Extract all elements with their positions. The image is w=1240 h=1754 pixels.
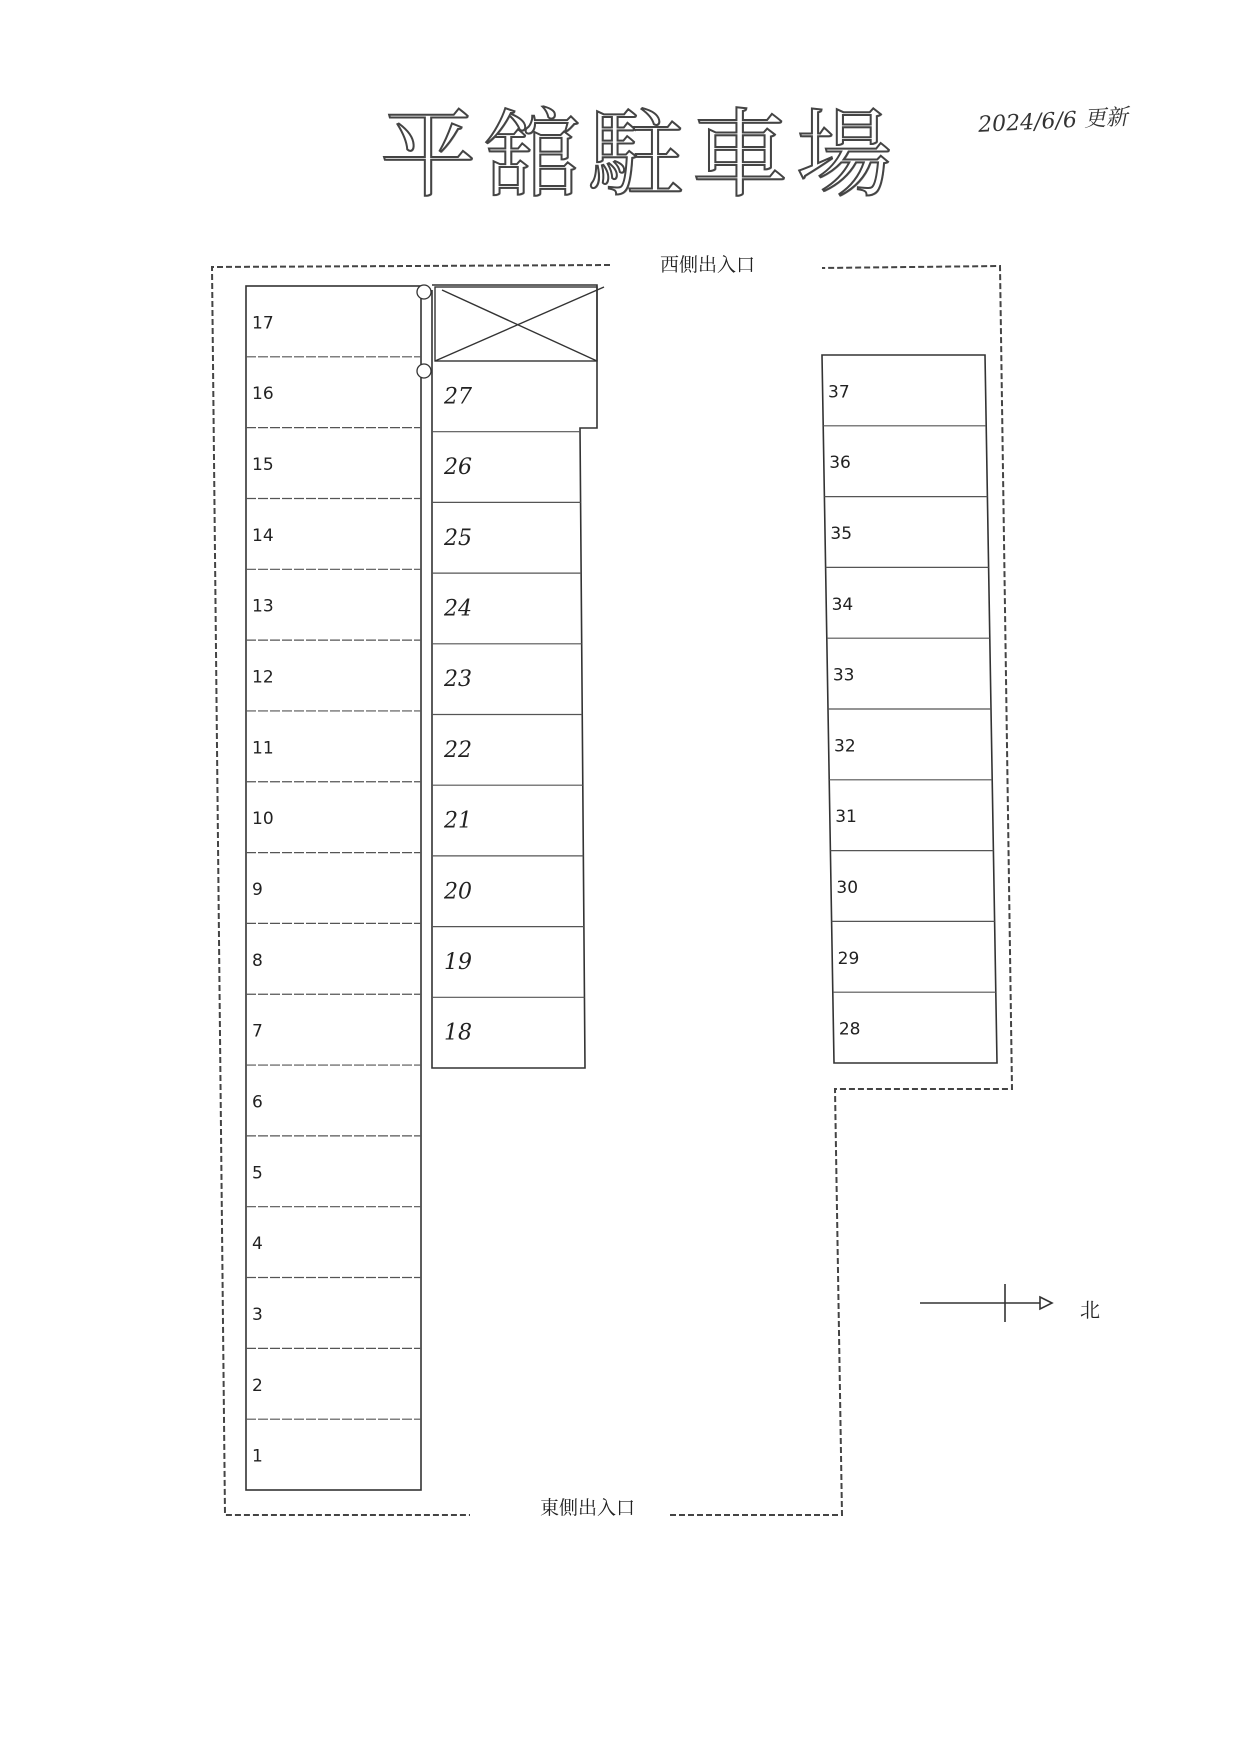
left-column-dividers bbox=[246, 357, 421, 1419]
lot-boundary bbox=[212, 265, 1012, 1515]
parking-space-34: 34 bbox=[831, 594, 854, 615]
parking-space-23: 23 bbox=[444, 667, 472, 693]
post-icon bbox=[417, 364, 431, 378]
parking-space-26: 26 bbox=[444, 455, 472, 481]
parking-space-14: 14 bbox=[252, 525, 274, 546]
parking-space-2: 2 bbox=[252, 1375, 263, 1396]
post-markers bbox=[417, 285, 431, 378]
parking-space-32: 32 bbox=[834, 736, 856, 757]
parking-space-5: 5 bbox=[252, 1163, 263, 1184]
north-arrow-icon bbox=[920, 1284, 1052, 1322]
parking-space-36: 36 bbox=[829, 453, 851, 474]
parking-space-7: 7 bbox=[252, 1021, 263, 1042]
parking-space-17: 17 bbox=[252, 313, 274, 334]
page-title: 平舘駐車場 bbox=[380, 99, 900, 211]
parking-space-3: 3 bbox=[252, 1304, 263, 1325]
parking-space-35: 35 bbox=[830, 524, 853, 544]
parking-space-6: 6 bbox=[252, 1092, 263, 1113]
west-entrance-label: 西側出入口 bbox=[660, 254, 756, 276]
parking-space-13: 13 bbox=[252, 596, 274, 617]
updated-note: 2024/6/6 更新 bbox=[977, 105, 1129, 138]
parking-space-25: 25 bbox=[444, 525, 472, 551]
parking-space-1: 1 bbox=[252, 1446, 263, 1467]
right-column-labels bbox=[828, 382, 860, 1039]
blocked-space bbox=[435, 287, 604, 361]
parking-space-30: 30 bbox=[836, 878, 859, 898]
parking-space-28: 28 bbox=[838, 1019, 861, 1040]
parking-space-27: 27 bbox=[444, 384, 472, 410]
parking-space-9: 9 bbox=[252, 880, 263, 900]
parking-space-18: 18 bbox=[444, 1020, 472, 1046]
parking-space-19: 19 bbox=[444, 949, 472, 975]
parking-space-20: 20 bbox=[444, 879, 472, 905]
parking-space-33: 33 bbox=[832, 665, 855, 686]
north-label: 北 bbox=[1080, 1298, 1100, 1322]
parking-space-29: 29 bbox=[837, 948, 860, 969]
parking-space-22: 22 bbox=[444, 737, 472, 763]
right-column-dividers bbox=[823, 426, 996, 992]
parking-space-15: 15 bbox=[252, 455, 274, 476]
parking-space-21: 21 bbox=[444, 808, 472, 834]
parking-space-12: 12 bbox=[252, 667, 274, 688]
left-column-labels bbox=[252, 313, 274, 1466]
parking-space-11: 11 bbox=[252, 738, 274, 759]
post-icon bbox=[417, 285, 431, 299]
middle-column-dividers bbox=[432, 432, 585, 998]
parking-space-8: 8 bbox=[252, 950, 263, 971]
parking-space-31: 31 bbox=[835, 807, 857, 828]
parking-space-10: 10 bbox=[252, 809, 274, 830]
east-entrance-label: 東側出入口 bbox=[540, 1497, 636, 1519]
parking-space-37: 37 bbox=[828, 382, 850, 403]
parking-space-24: 24 bbox=[444, 596, 472, 622]
parking-space-4: 4 bbox=[252, 1234, 263, 1255]
parking-space-16: 16 bbox=[252, 384, 274, 405]
